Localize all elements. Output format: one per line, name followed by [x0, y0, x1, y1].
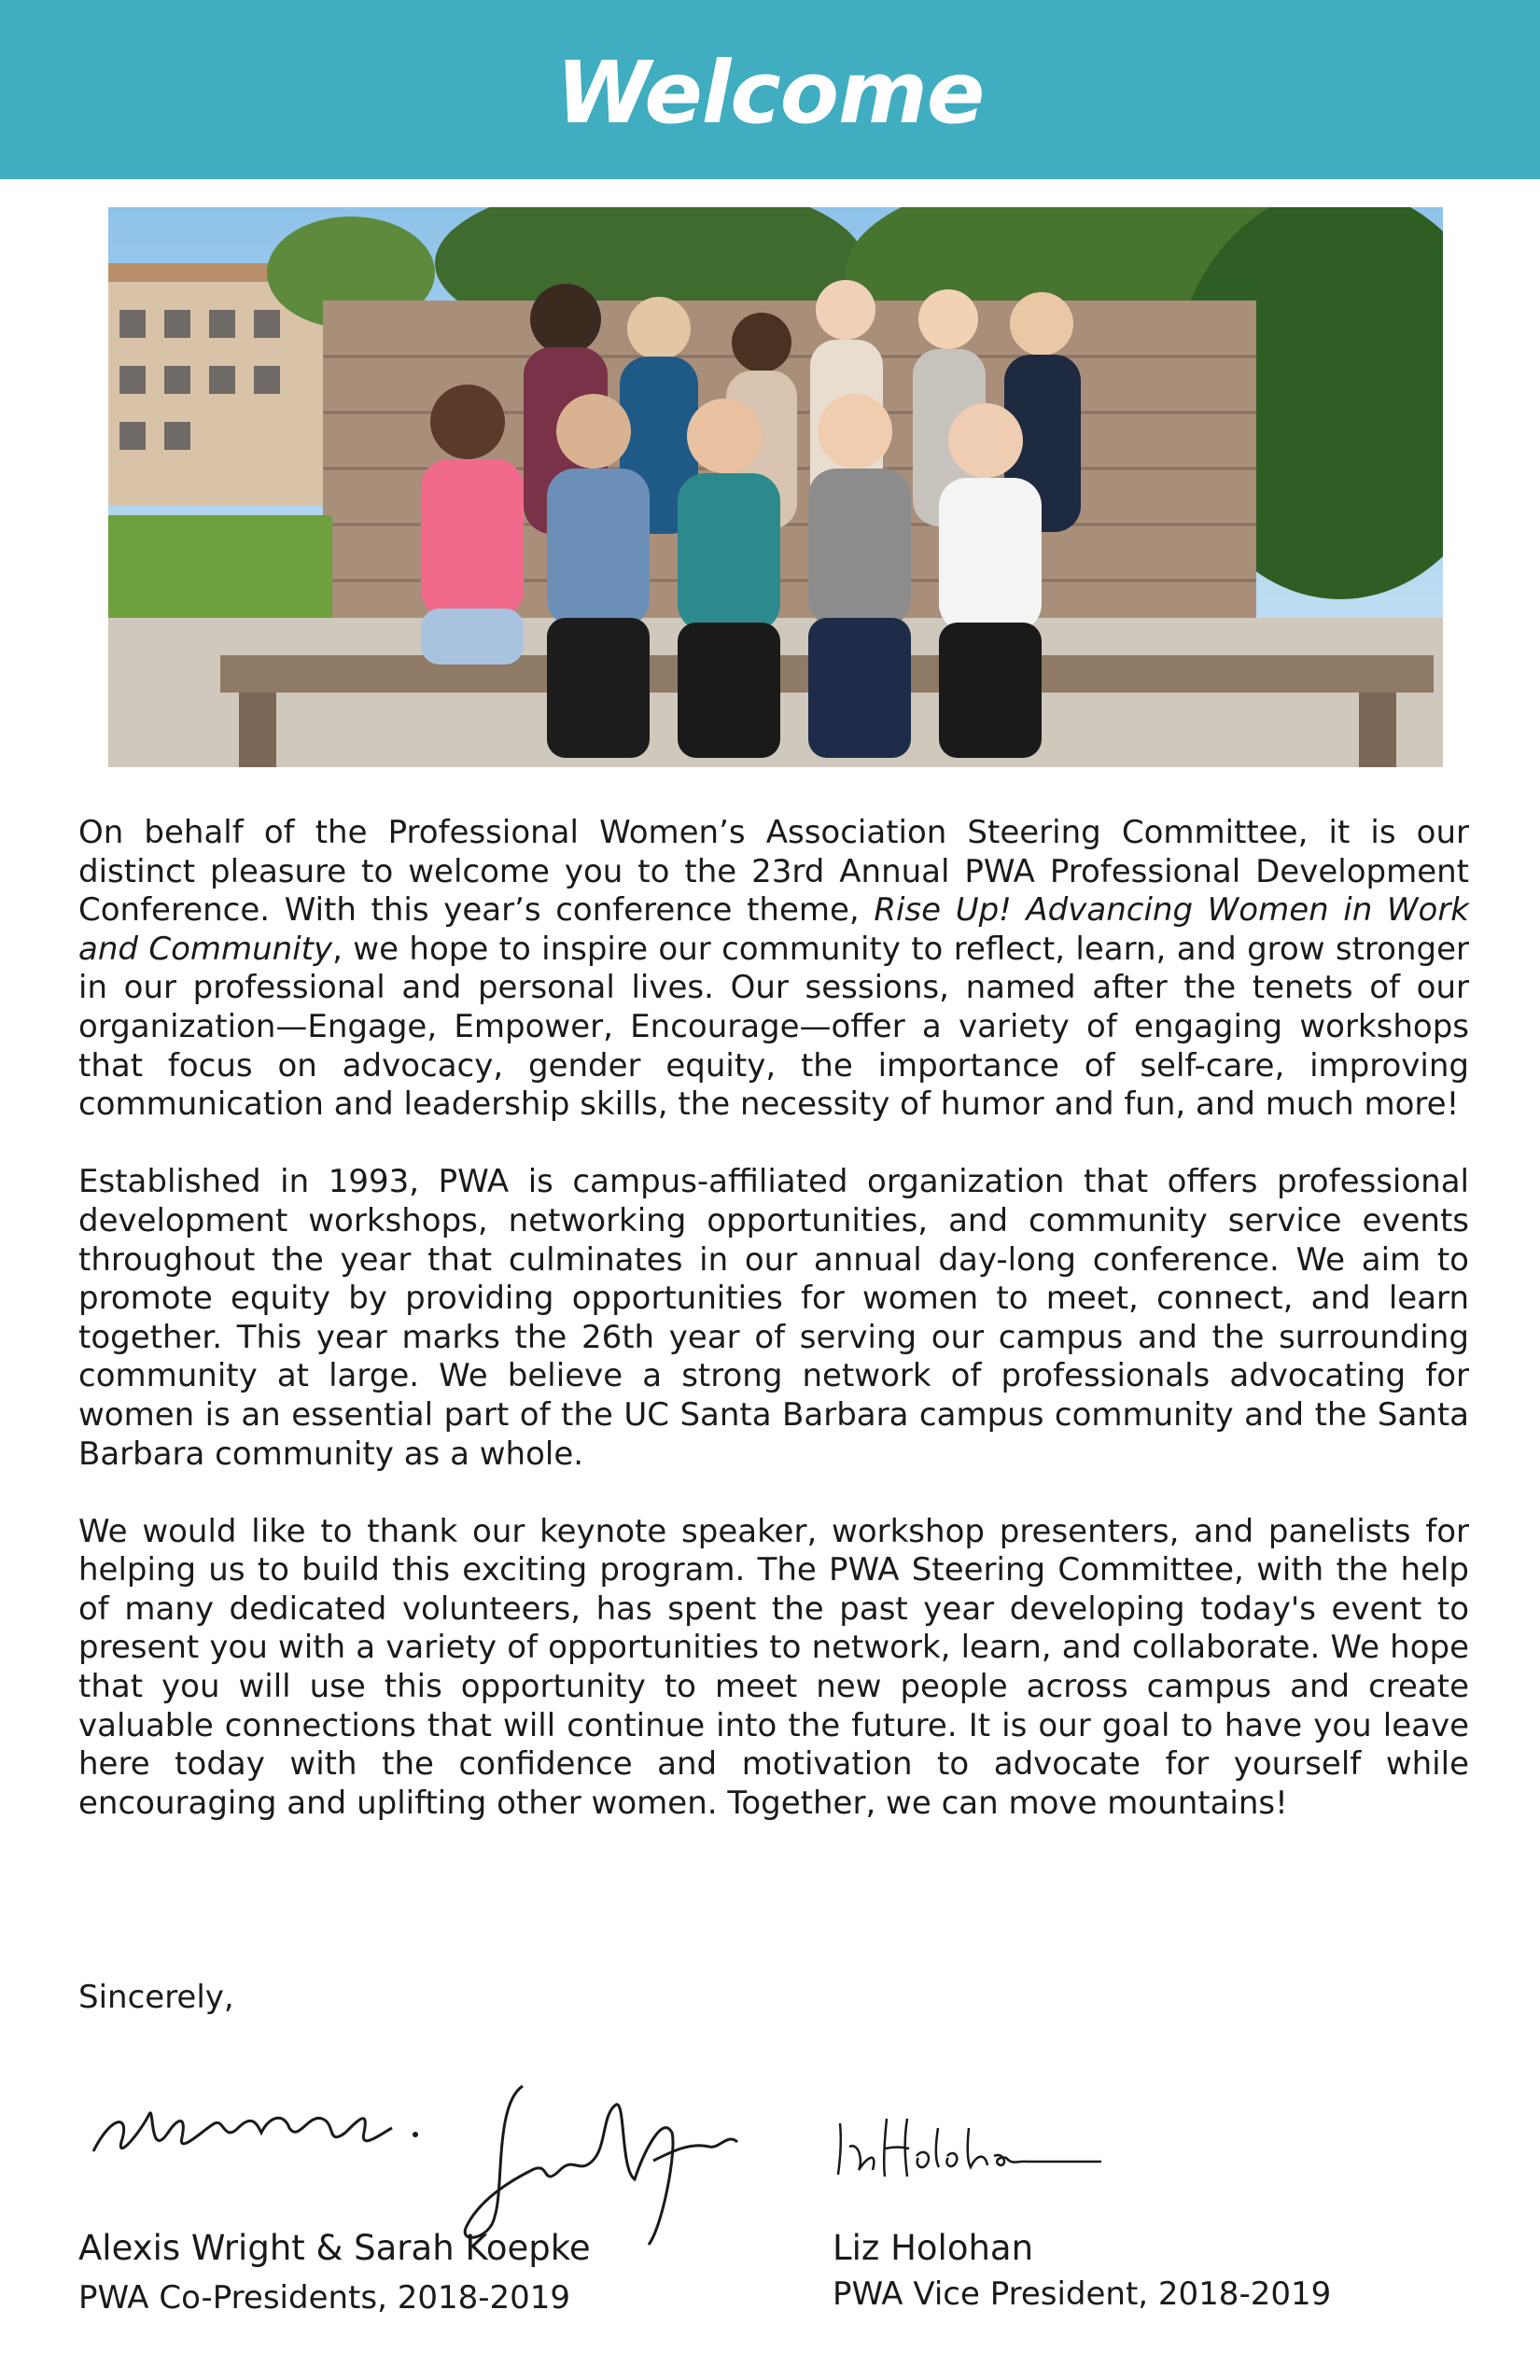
co-presidents-names: Alexis Wright & Sarah Koepke — [78, 2228, 591, 2268]
group-photo-illustration — [108, 207, 1443, 767]
group-photo — [108, 207, 1443, 767]
welcome-letter-body — [78, 814, 1469, 1862]
alexis-wright-signature — [84, 2077, 439, 2179]
liz-holohan-signature — [831, 2109, 1111, 2184]
header-banner — [0, 0, 1540, 179]
paragraph-1-text-a: On behalf of the Professional Women’s Association Steering Committee, it is our distinct pleasure to welcome you to the 23rd Annual PWA Professional Development Conference. With this year’s conference theme, — [78, 814, 1469, 930]
paragraph-1 — [78, 814, 1469, 1125]
closing-salutation: Sincerely, — [78, 1979, 234, 2016]
page-title: Welcome — [555, 43, 985, 143]
conference-theme: Rise Up! Advancing Women in Work and Community — [78, 891, 1470, 968]
co-presidents-title: PWA Co-Presidents, 2018-2019 — [78, 2279, 571, 2317]
paragraph-2: Established in 1993, PWA is campus-affiliated organization that offers professional development workshops, networking opportunities, and community service events throughout the year that culminates in our annual day-long conference. We aim to promote equity by providing opportunities for women to meet, connect, and learn together. This year marks the 26th year of serving our campus and the surrounding community at large. We believe a strong network of professionals advocating for women is an essential part of the UC Santa Barbara campus community and the Santa Barbara community as a whole. — [78, 1163, 1469, 1473]
paragraph-3: We would like to thank our keynote speaker, workshop presenters, and panelists for helping us to build this exciting program. The PWA Steering Committee, with the help of many dedicated volunteers, has spent the past year developing today's event to present you with a variety of opportunities to network, learn, and collaborate. We hope that you will use this opportunity to meet new people across campus and create valuable connections that will continue into the future. It is our goal to have you leave here today with the confidence and motivation to advocate for yourself while encouraging and uplifting other women. Together, we can move mountains! — [78, 1512, 1469, 1822]
vice-president-name: Liz Holohan — [833, 2228, 1034, 2268]
vice-president-title: PWA Vice President, 2018-2019 — [833, 2275, 1332, 2313]
paragraph-1-text-b: , we hope to inspire our community to reflect, learn, and grow stronger in our professional and personal lives. Our sessions, named after the tenets of our organization—Engage, Empower, Encourage—offer a variety of engaging workshops that focus on advocacy, gender equity, the importance of self-care, improving communication and leadership skills, the necessity of humor and fun, and much more! — [78, 930, 1469, 1124]
